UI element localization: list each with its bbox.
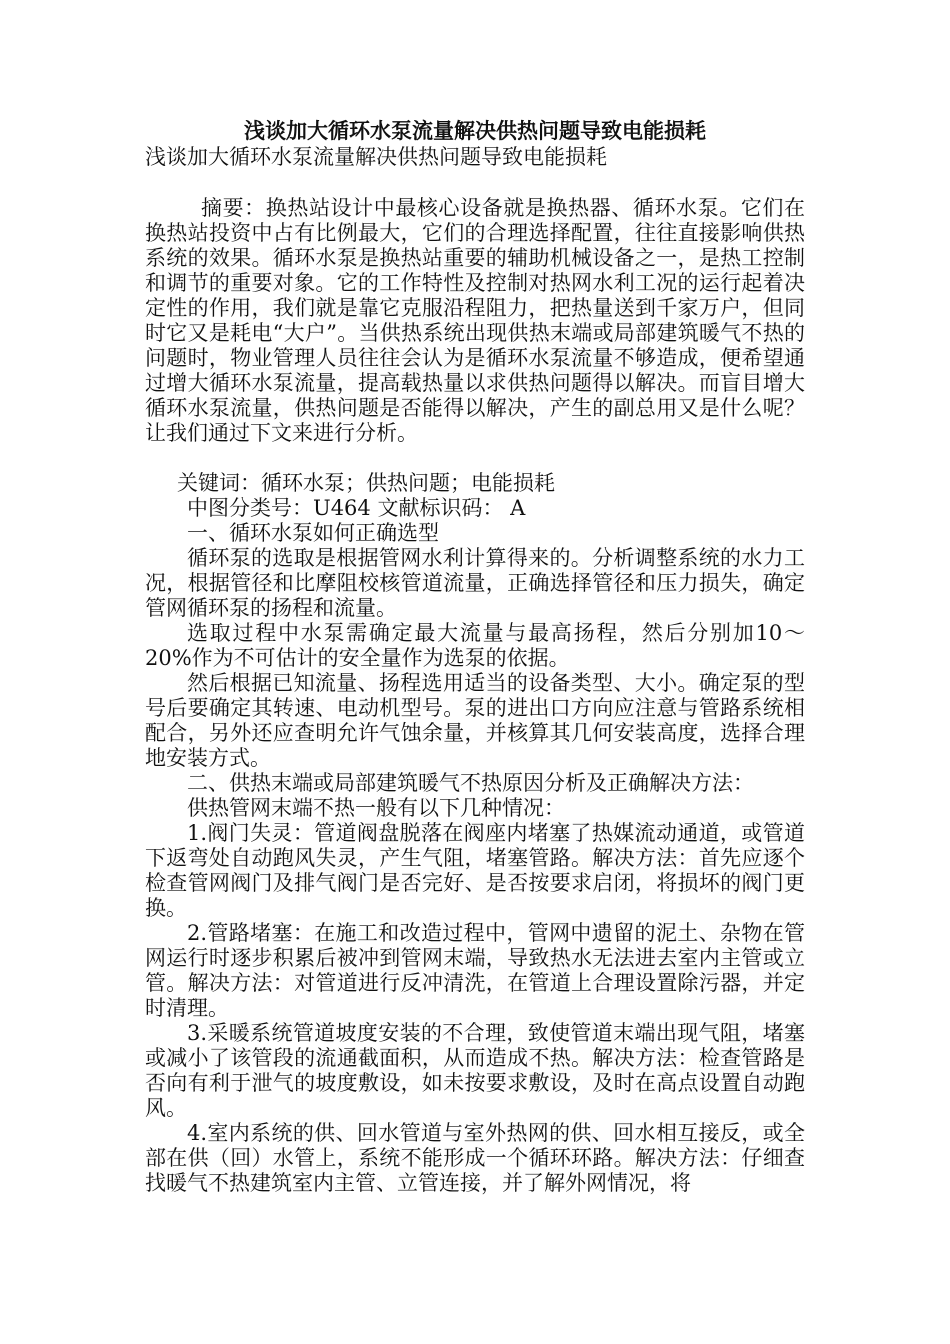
body-paragraph: 然后根据已知流量、扬程选用适当的设备类型、大小。确定泵的型号后要确定其转速、电动机型号。泵的进出口方向应注意与管路系统相配合，另外还应查明允许气蚀余量，并核算其几何安装高度，选择合理地安装方式。 (145, 671, 805, 770)
list-item: 3.采暖系统管道坡度安装的不合理，致使管道末端出现气阻，堵塞或减小了该管段的流通截面积，从而造成不热。解决方法：检查管路是否向有利于泄气的坡度敷设，如未按要求敷设，及时在高点设置自动跑风。 (145, 1021, 805, 1120)
body-paragraph: 循环泵的选取是根据管网水利计算得来的。分析调整系统的水力工况，根据管径和比摩阻校核管道流量，正确选择管径和压力损失，确定管网循环泵的扬程和流量。 (145, 546, 805, 620)
document-page (145, 118, 805, 1196)
document-title: 浅谈加大循环水泵流量解决供热问题导致电能损耗 (244, 118, 706, 143)
section-heading-2: 二、供热末端或局部建筑暖气不热原因分析及正确解决方法： (187, 771, 754, 795)
body-paragraph: 供热管网末端不热一般有以下几种情况： (187, 796, 565, 820)
document-subtitle: 浅谈加大循环水泵流量解决供热问题导致电能损耗 (145, 145, 607, 169)
abstract-paragraph: 摘要：换热站设计中最核心设备就是换热器、循环水泵。它们在换热站投资中占有比例最大，它们的合理选择配置，往往直接影响供热系统的效果。循环水泵是换热站重要的辅助机械设备之一，是热工控制和调节的重要对象。它的工作特性及控制对热网水利工况的运行起着决定性的作用，我们就是靠它克服沿程阻力，把热量送到千家万户，但同时它又是耗电“大户”。当供热系统出现供热末端或局部建筑暖气不热的问题时，物业管理人员往往会认为是循环水泵流量不够造成，便希望通过增大循环水泵流量，提高载热量以求供热问题得以解决。而盲目增大循环水泵流量，供热问题是否能得以解决，产生的副总用又是什么呢？让我们通过下文来进行分析。 (145, 196, 805, 445)
list-item: 1.阀门失灵：管道阀盘脱落在阀座内堵塞了热媒流动通道，或管道下返弯处自动跑风失灵，产生气阻，堵塞管路。解决方法：首先应逐个检查管网阀门及排气阀门是否完好、是否按要求启闭，将损坏的阀门更换。 (145, 821, 805, 920)
list-item: 2.管路堵塞：在施工和改造过程中，管网中遗留的泥土、杂物在管网运行时逐步积累后被冲到管网末端，导致热水无法进去室内主管或立管。解决方法：对管道进行反冲清洗，在管道上合理设置除污器，并定时清理。 (145, 921, 805, 1020)
spacer (145, 171, 805, 196)
keywords-line: 关键词：循环水泵；供热问题；电能损耗 (177, 471, 555, 495)
spacer (145, 446, 805, 471)
body-paragraph: 选取过程中水泵需确定最大流量与最高扬程，然后分别加10～20%作为不可估计的安全量作为选泵的依据。 (145, 621, 805, 670)
section-heading-1: 一、循环水泵如何正确选型 (187, 521, 439, 545)
list-item: 4.室内系统的供、回水管道与室外热网的供、回水相互接反，或全部在供（回）水管上，系统不能形成一个循环环路。解决方法：仔细查找暖气不热建筑室内主管、立管连接，并了解外网情况，将 (145, 1121, 805, 1195)
classification-line: 中图分类号：U464 文献标识码： A (187, 496, 526, 520)
